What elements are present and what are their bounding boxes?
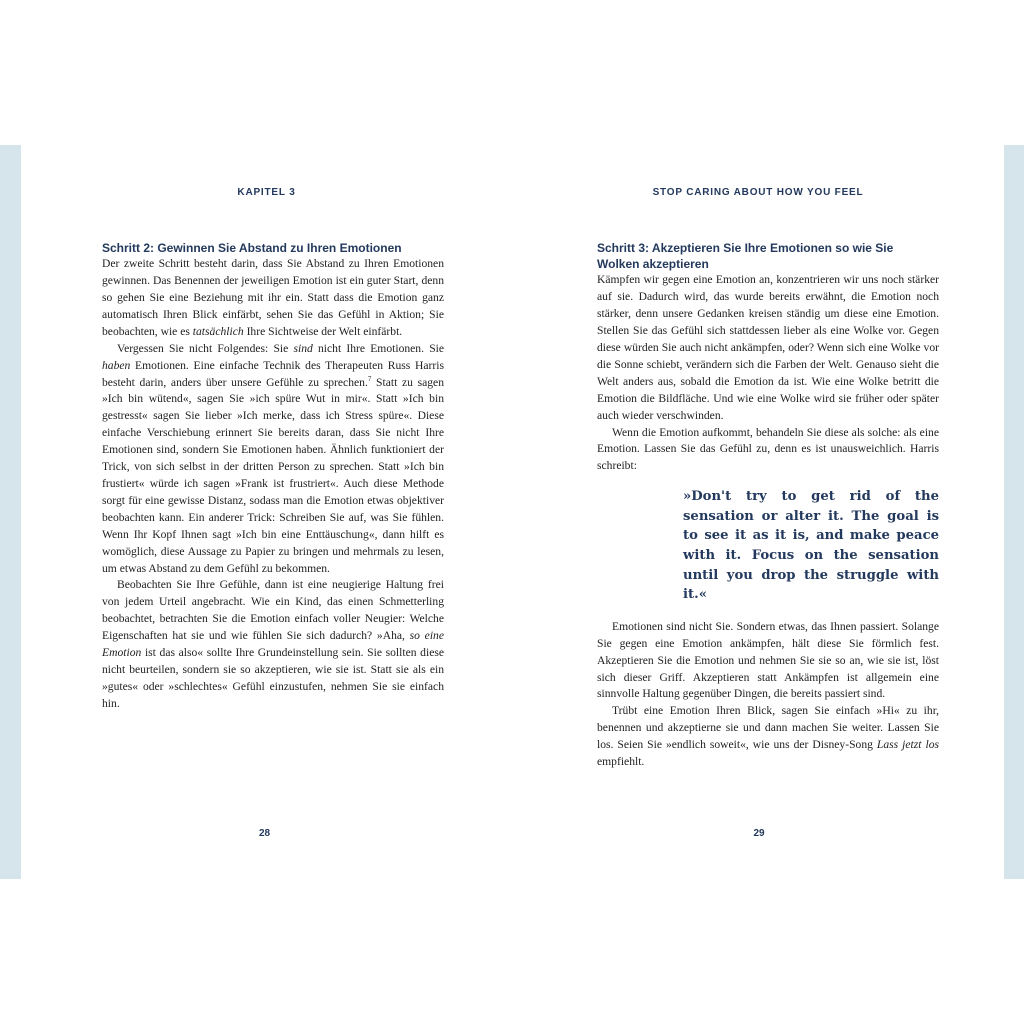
- emphasis: tatsächlich: [192, 324, 244, 338]
- left-paragraphs: [102, 256, 444, 712]
- paragraph: Beobachten Sie Ihre Gefühle, dann ist eine neugierige Haltung frei von jedem Urteil angebracht. Wie ein Kind, das einen Schmetterling beobachtet, betrachten Sie die Emotion einfach voller Neugier: Welche Eigenschaften hat sie und wie fühlen Sie sich dadurch? »Aha, so eine Emotion ist das also« sollte Ihre Grundeinstellung sein. Sie sollten diese nicht beurteilen, sondern sie so akzeptieren, wie sie ist. Statt sie als ein »gutes« oder »schlechtes« Gefühl einzustufen, nehmen Sie sie einfach hin.: [102, 578, 444, 710]
- paragraph: Der zweite Schritt besteht darin, dass Sie Abstand zu Ihren Emotionen gewinnen. Das Benennen der jeweiligen Emotion ist ein guter Start, denn so gehen Sie eine Beziehung mit ihr ein. Statt dass die Emotion ganz automatisch Ihren Blick einfärbt, sehen Sie das Gefühl in Aktion; Sie beobachten, wie es tatsächlich Ihre Sichtweise der Welt einfärbt.: [102, 257, 444, 338]
- page-number-right: 29: [753, 828, 765, 839]
- running-head-right: STOP CARING ABOUT HOW YOU FEEL: [652, 187, 864, 198]
- left-text-block: [102, 240, 444, 713]
- section-heading-step-2: Schritt 2: Gewinnen Sie Abstand zu Ihren Emotionen: [102, 241, 402, 255]
- emphasis: Lass jetzt los: [876, 738, 940, 752]
- emphasis: so eine Emotion: [102, 629, 444, 660]
- emphasis: haben: [102, 358, 131, 372]
- right-paragraphs-after-quote: [597, 619, 939, 771]
- paragraph: Emotionen sind nicht Sie. Sondern etwas, das Ihnen passiert. Solange Sie gegen eine Emotion ankämpfen, hält diese Sie förmlich fest. Akzeptieren Sie die Emotion und nehmen Sie sie so an, wie sie ist, löst sich dieser Griff. Akzeptieren statt Ankämpfen ist allgemein eine sinnvolle Haltung gegenüber Dingen, die bereits passiert sind.: [597, 619, 939, 701]
- right-paragraphs-before-quote: [597, 272, 939, 475]
- section-heading-step-3: Schritt 3: Akzeptieren Sie Ihre Emotionen so wie Sie Wolken akzeptieren: [597, 241, 894, 272]
- pull-quote: »Don't try to get rid of the sensation or alter it. The goal is to see it as it is, and make peace with it. Focus on the sensation until you drop the struggle with it.«: [683, 489, 939, 603]
- paragraph: Trübt eine Emotion Ihren Blick, sagen Sie einfach »Hi« zu ihr, benennen und akzeptierne sie und dann machen Sie weiter. Lassen Sie los. Seien Sie »endlich soweit«, wie uns der Disney-Song Lass jetzt los empfiehlt.: [597, 704, 940, 769]
- running-head-left: KAPITEL 3: [237, 187, 296, 198]
- paragraph: Vergessen Sie nicht Folgendes: Sie sind nicht Ihre Emotionen. Sie haben Emotionen. Eine einfache Technik des Therapeuten Russ Harris besteht darin, anders über unsere Gefühle zu sprechen.$^7$ Statt zu sagen »Ich bin wütend«, sagen Sie »ich spüre Wut in mir«. Statt »Ich bin gestresst« sagen Sie lieber »Ich merke, dass ich Stress spüre«. Diese einfache Verschiebung erinnert Sie bereits daran, dass Sie nicht Ihre Emotionen sind, sondern Sie Emotionen haben. Ähnlich funktioniert der Trick, von sich selbst in der dritten Person zu sprechen. Statt »Ich bin frustiert« würde ich sagen »Frank ist frustriert«. Auch diese Methode sorgt für eine gewisse Distanz, sodass man die Emotion etwas objektiver beobachten kann. Ein anderer Trick: Schreiben Sie auf, was Sie fühlen. Wenn Ihr Kopf Ihnen sagt »Ich bin eine Enttäuschung«, dann hilft es womöglich, diese Aussage zu Papier zu bringen und mehrmals zu lesen, um etwas Abstand zu dem Gefühl zu bekommen.: [102, 341, 445, 575]
- page-number-left: 28: [258, 828, 271, 839]
- right-page: [512, 145, 1004, 879]
- paragraph: Kämpfen wir gegen eine Emotion an, konzentrieren wir uns noch stärker auf sie. Dadurch wird, das wurde bereits erwähnt, die Emotion noch stärker, denn unsere Gedanken kreisen ständig um diese eine Emotion. Stellen Sie das Gefühl sich stattdessen lieber als eine Wolke vor. Gegen diese würden Sie auch nicht ankämpfen, oder? Wenn sich eine Wolke vor die Sonne schiebt, verändern sich die Farben der Welt. Genauso sieht die Welt anders aus, sobald die Emotion da ist. Wie eine Wolke betritt die Emotion die Bildfläche. Und wie eine Wolke wird sie früher oder später auch wieder verschwinden.: [597, 273, 939, 422]
- paragraph: Wenn die Emotion aufkommt, behandeln Sie diese als solche: als eine Emotion. Lassen Sie das Gefühl zu, denn es ist unausweichlich. Harris schreibt:: [597, 425, 939, 473]
- left-page: [21, 145, 512, 879]
- footnote-marker: 7: [367, 374, 372, 383]
- right-text-block: [597, 240, 939, 771]
- emphasis: sind: [293, 341, 313, 355]
